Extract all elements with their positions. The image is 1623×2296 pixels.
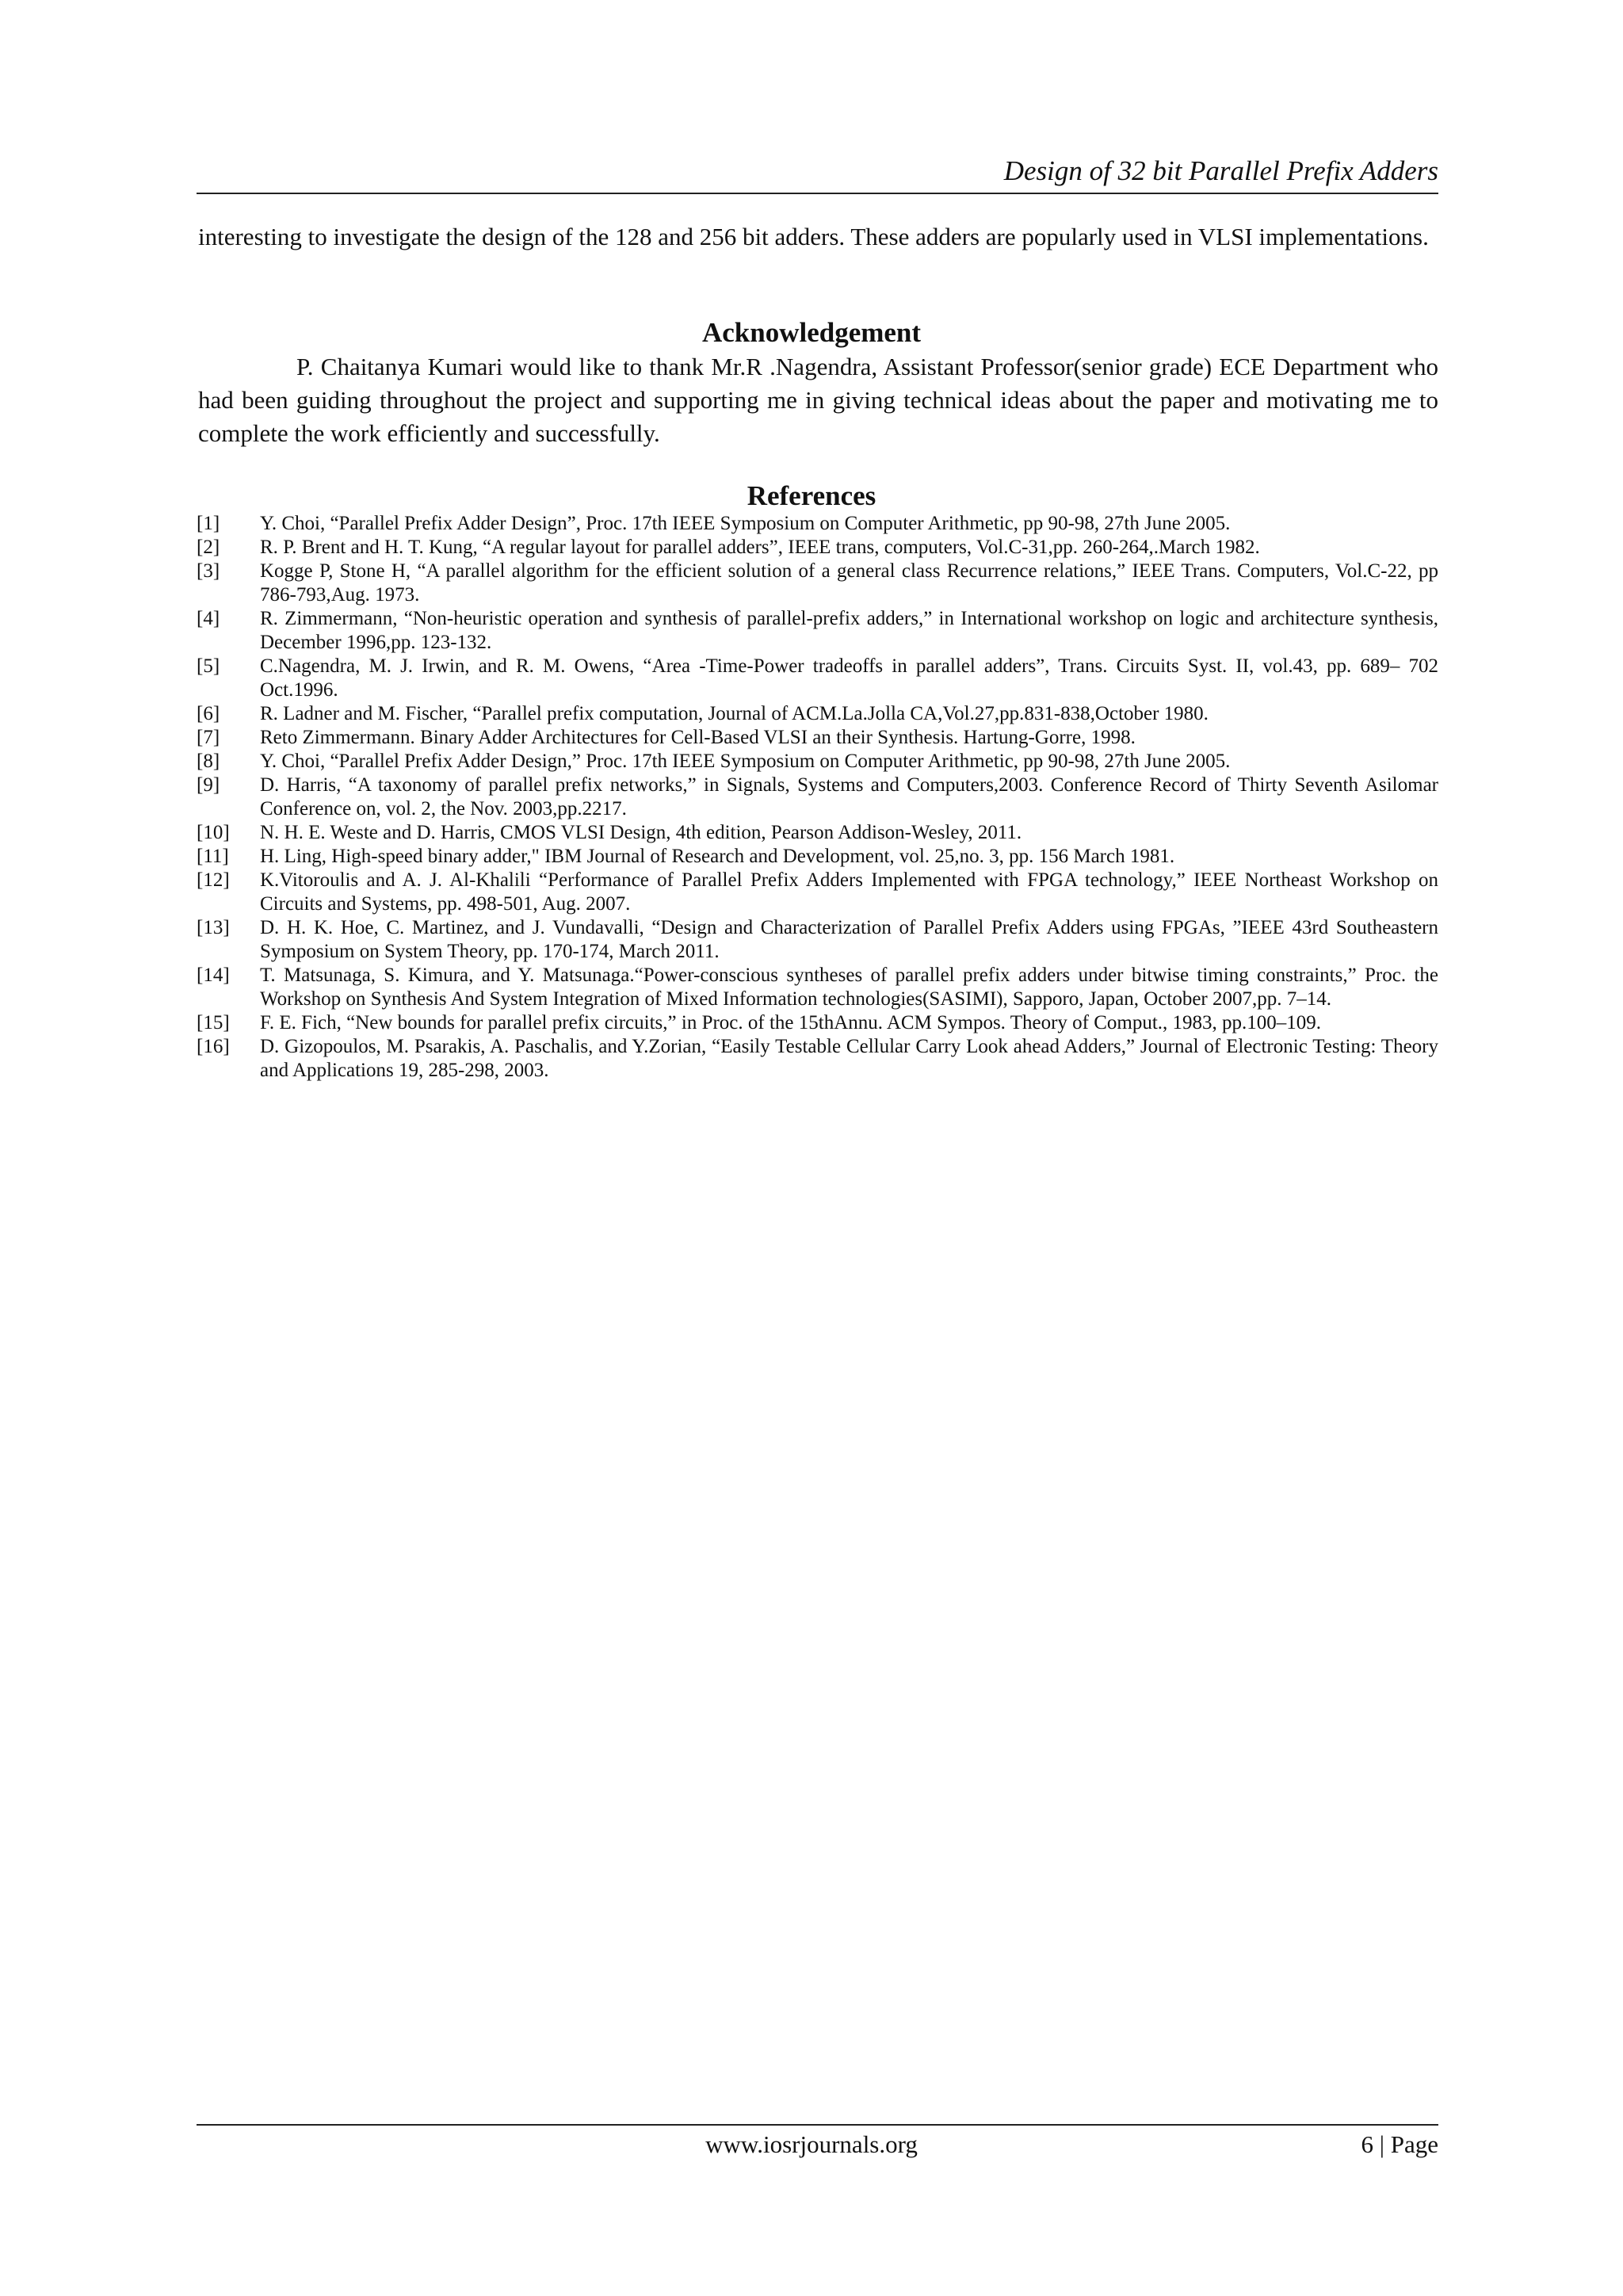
acknowledgement-paragraph [198,350,1438,450]
footer-divider [197,2124,1438,2126]
intro-paragraph: interesting to investigate the design of the 128 and 256 bit adders. These adders are popularly used in VLSI implementations. [198,223,1429,250]
reference-text: Kogge P, Stone H, “A parallel algorithm for the efficient solution of a general class Recurrence relations,” IEEE Trans. Computers, Vol.C-22, pp 786-793,Aug. 1973. [260,560,1438,606]
reference-number: [13] [197,917,230,938]
reference-text: D. H. K. Hoe, C. Martinez, and J. Vundavalli, “Design and Characterization of Parallel Prefix Adders using FPGAs, ”IEEE 43rd Southeastern Symposium on System Theory, pp. 170-174, March 2011. [260,917,1438,962]
reference-text: D. Harris, “A taxonomy of parallel prefix networks,” in Signals, Systems and Computers,2003. Conference Record of Thirty Seventh Asilomar Conference on, vol. 2, the Nov. 2003,pp.2217. [260,774,1438,819]
reference-text: R. Zimmermann, “Non-heuristic operation and synthesis of parallel-prefix adders,” in International workshop on logic and architecture synthesis, December 1996,pp. 123-132. [260,608,1438,653]
reference-text: Reto Zimmermann. Binary Adder Architectures for Cell-Based VLSI an their Synthesis. Hartung-Gorre, 1998. [260,727,1136,748]
reference-text: T. Matsunaga, S. Kimura, and Y. Matsunaga.“Power-conscious syntheses of parallel prefix adders under bitwise timing constraints,” Proc. the Workshop on Synthesis And System Integration of Mixed Information technologies(SASIMI), Sapporo, Japan, October 2007,pp. 7–14. [260,965,1438,1010]
reference-number: [16] [197,1036,230,1057]
reference-number: [10] [197,822,230,843]
reference-number: [9] [197,774,220,796]
reference-number: [2] [197,537,220,558]
reference-text: K.Vitoroulis and A. J. Al-Khalili “Performance of Parallel Prefix Adders Implemented with FPGA technology,” IEEE Northeast Workshop on Circuits and Systems, pp. 498-501, Aug. 2007. [260,869,1438,915]
reference-item [197,512,1438,536]
reference-text: D. Gizopoulos, M. Psarakis, A. Paschalis, and Y.Zorian, “Easily Testable Cellular Carry Look ahead Adders,” Journal of Electronic Testing: Theory and Applications 19, 285-298, 2003. [260,1036,1438,1081]
reference-number: [8] [197,751,220,772]
reference-number: [15] [197,1012,230,1033]
reference-text: N. H. E. Weste and D. Harris, CMOS VLSI Design, 4th edition, Pearson Addison-Wesley, 2011. [260,822,1022,843]
reference-item [197,774,1438,821]
reference-number: [14] [197,965,230,986]
reference-text: Y. Choi, “Parallel Prefix Adder Design”, Proc. 17th IEEE Symposium on Computer Arithmetic, pp 90-98, 27th June 2005. [260,513,1231,534]
reference-text: H. Ling, High-speed binary adder," IBM Journal of Research and Development, vol. 25,no. 3, pp. 156 March 1981. [260,846,1175,867]
references-heading: References [747,480,876,511]
reference-number: [6] [197,703,220,724]
reference-text: R. Ladner and M. Fischer, “Parallel prefix computation, Journal of ACM.La.Jolla CA,Vol.27,pp.831-838,October 1980. [260,703,1209,724]
footer-url: www.iosrjournals.org [705,2130,918,2158]
reference-number: [1] [197,513,220,534]
reference-number: [4] [197,608,220,629]
reference-list [197,512,1438,1083]
reference-item [197,821,1438,845]
reference-number: [12] [197,869,230,891]
running-header-title: Design of 32 bit Parallel Prefix Adders [1003,155,1438,186]
reference-text: C.Nagendra, M. J. Irwin, and R. M. Owens, “Area -Time-Power tradeoffs in parallel adders”, Trans. Circuits Syst. II, vol.43, pp. 689– 702 Oct.1996. [260,655,1438,701]
reference-item [197,1035,1438,1083]
reference-item [197,536,1438,560]
reference-item [197,869,1438,916]
reference-item [197,916,1438,964]
reference-text: F. E. Fich, “New bounds for parallel prefix circuits,” in Proc. of the 15thAnnu. ACM Sympos. Theory of Comput., 1983, pp.100–109. [260,1012,1322,1033]
reference-item [197,750,1438,774]
reference-item [197,1011,1438,1035]
reference-text: Y. Choi, “Parallel Prefix Adder Design,” Proc. 17th IEEE Symposium on Computer Arithmetic, pp 90-98, 27th June 2005. [260,751,1231,772]
reference-item [197,726,1438,750]
reference-number: [5] [197,655,220,677]
acknowledgement-heading: Acknowledgement [701,317,922,348]
reference-item [197,655,1438,702]
header-divider [197,193,1438,194]
reference-item [197,702,1438,726]
acknowledgement-text: P. Chaitanya Kumari would like to thank Mr.R .Nagendra, Assistant Professor(senior grade) ECE Department who had been guiding throughout the project and supporting me in giving technical ideas about the paper and motivating me to complete the work efficiently and successfully. [198,353,1438,447]
reference-text: R. P. Brent and H. T. Kung, “A regular layout for parallel adders”, IEEE trans, computers, Vol.C-31,pp. 260-264,.March 1982. [260,537,1260,558]
reference-number: [7] [197,727,220,748]
reference-item [197,560,1438,607]
reference-item [197,845,1438,869]
reference-item [197,964,1438,1011]
page-number: 6 | Page [1361,2130,1438,2158]
reference-number: [11] [197,846,229,867]
reference-number: [3] [197,560,220,582]
reference-item [197,607,1438,655]
